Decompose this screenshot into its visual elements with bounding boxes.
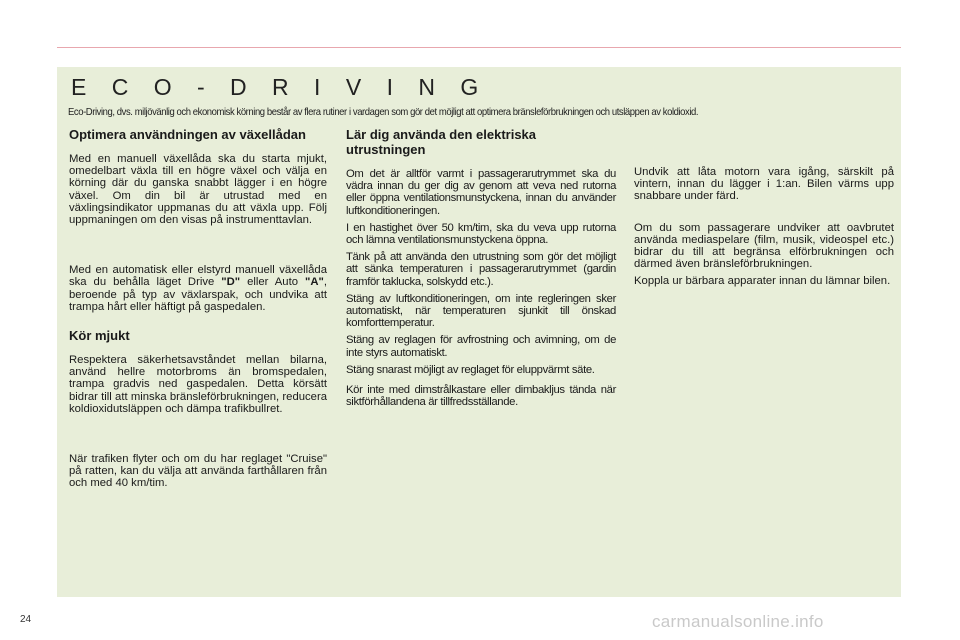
column-2: [346, 127, 616, 413]
watermark: carmanualsonline.info: [652, 612, 824, 631]
auto-mode-label: "A": [304, 276, 324, 289]
paragraph-lower-temperature: Tänk på att använda den utrustning som gör det möjligt att sänka temperaturen i passagerarutrymmet (gardin framför taklucka, solskydd etc.).: [346, 251, 616, 288]
drive-mode-label: "D": [221, 276, 241, 289]
paragraph-windows-speed: I en hastighet över 50 km/tim, ska du veva upp rutorna och lämna ventilationsmunstyckena öppna.: [346, 221, 616, 247]
heading-electrical-equipment: Lär dig använda den elektriska utrustningen: [346, 127, 537, 157]
paragraph-manual-gearbox: Med en manuell växellåda ska du starta mjukt, omedelbart växla till en högre växel och välja en körning där du ganska snabbt lägger i en högre växel. Om din bil är utrustad med en växlingsindikator uppmanas du att växla upp. Följ uppmaningen om den visas på instrumenttavlan.: [69, 153, 327, 227]
paragraph-safety-distance: Respektera säkerhetsavståndet mellan bilarna, använd hellre motorbroms än bromspedalen, trampa gradvis ned gaspedalen. Detta körsätt bidrar till att minska bränsleförbrukningen, reducera koldioxidutsläppen och dämpa trafikbullret.: [69, 354, 327, 415]
paragraph-ventilate: Om det är alltför varmt i passagerarutrymmet ska du vädra innan du ger dig av genom att veva ned rutorna eller öppna ventilationsmunstyckena, innan du använder luftkonditioneringen.: [346, 168, 616, 217]
paragraph-air-conditioning-off: Stäng av luftkonditioneringen, om inte regleringen sker automatiskt, när temperaturen sjunkit till önskad komforttemperatur.: [346, 292, 616, 330]
paragraph-portable-devices: Koppla ur bärbara apparater innan du lämnar bilen.: [634, 275, 891, 288]
top-divider: [57, 47, 901, 48]
page-title: E C O - D R I V I N G: [71, 74, 488, 100]
paragraph-heated-seat: Stäng snarast möjligt av reglaget för eluppvärmt säte.: [346, 363, 595, 376]
heading-drive-smoothly: Kör mjukt: [69, 328, 130, 344]
heading-gearbox: Optimera användningen av växellådan: [69, 127, 306, 142]
column-3: [634, 166, 894, 293]
paragraph-engine-idle: Undvik att låta motorn vara igång, särskilt på vintern, innan du lägger i 1:an. Bilen värms upp snabbare under färd.: [634, 166, 894, 203]
paragraph-defrost-off: Stäng av reglagen för avfrostning och avimning, om de inte styrs automatiskt.: [346, 334, 616, 359]
column-1: [69, 127, 327, 495]
paragraph-fog-lights: Kör inte med dimstrålkastare eller dimbakljus tända när siktförhållandena är tillfredsställande.: [346, 384, 616, 409]
paragraph-media-players: Om du som passagerare undviker att oavbrutet använda mediaspelare (film, musik, videospel etc.) bidrar du till att begränsa elförbrukningen och därmed även bränsleförbrukningen.: [634, 221, 894, 271]
intro-text: Eco-Driving, dvs. miljövänlig och ekonomisk körning består av flera rutiner i vardagen som gör det möjligt att optimera bränsleförbrukningen och utsläppen av koldioxid.: [68, 107, 699, 118]
page-number: 24: [20, 614, 32, 625]
paragraph-automatic-gearbox: Med en automatisk eller elstyrd manuell växellåda ska du behålla läget Drive "D" eller Auto "A", beroende på typ av växlarspak, och undvika att trampa hårt eller häftigt på gaspedalen.: [69, 264, 327, 313]
paragraph-cruise-control: När trafiken flyter och om du har reglaget "Cruise" på ratten, kan du välja att använda farthållaren från och med 40 km/tim.: [69, 453, 327, 490]
